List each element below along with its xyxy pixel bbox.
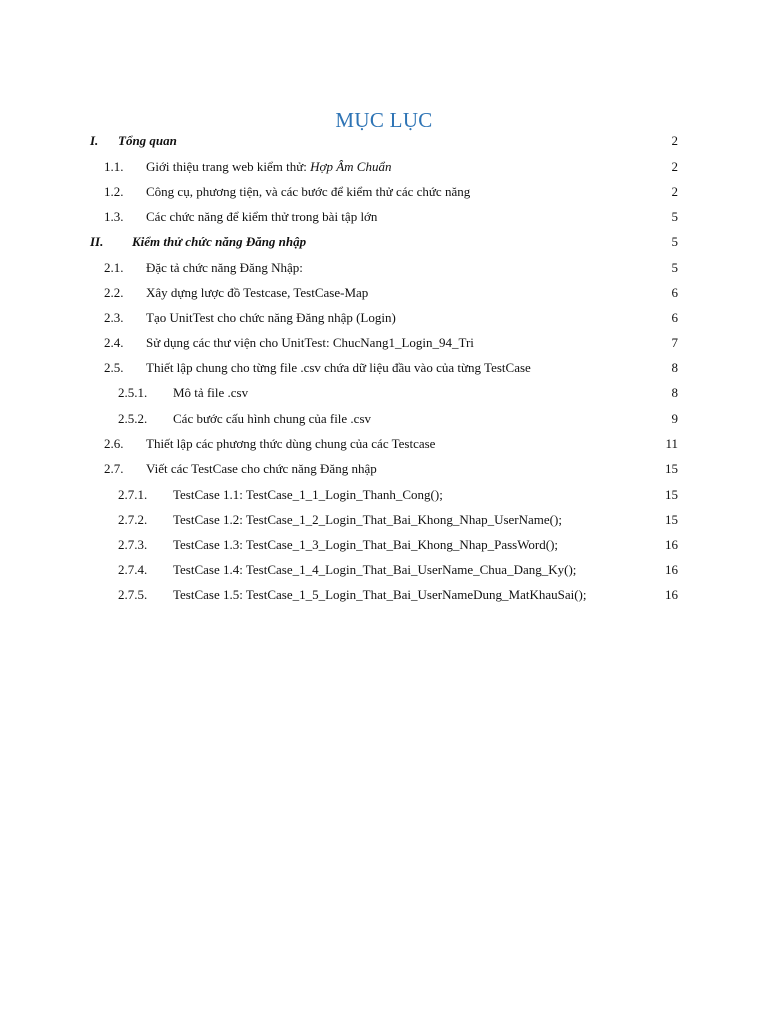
toc-entry-page: 15 [665, 512, 678, 527]
toc-entry-title: Các chức năng để kiểm thử trong bài tập lớn [146, 209, 378, 224]
toc-entry-number: 2.2. [104, 285, 124, 300]
toc-entry-number: 2.3. [104, 310, 124, 325]
toc-entry[interactable] [118, 385, 678, 405]
toc-entry[interactable] [104, 260, 678, 280]
toc-entry-page: 5 [671, 260, 678, 275]
toc-entry-title-text: Giới thiệu trang web kiểm thử: [146, 159, 311, 174]
toc-entry-page: 2 [671, 184, 678, 199]
toc-entry[interactable] [104, 184, 678, 204]
toc-entry-number: 2.6. [104, 436, 124, 451]
toc-entry-number: 1.2. [104, 184, 124, 199]
toc-entry-title: Sử dụng các thư viện cho UnitTest: ChucNang1_Login_94_Tri [146, 335, 474, 350]
toc-entry-page: 5 [671, 234, 678, 249]
toc-entry-page: 11 [665, 436, 678, 451]
toc-entry-title: Thiết lập các phương thức dùng chung của các Testcase [146, 436, 436, 451]
toc-entry-number: 2.7.2. [118, 512, 148, 527]
toc-entry-number: 2.7.1. [118, 487, 148, 502]
toc-entry-title: Xây dựng lược đồ Testcase, TestCase-Map [146, 285, 369, 300]
toc-entry[interactable] [118, 411, 678, 431]
toc-entry[interactable] [104, 436, 678, 456]
toc-entry[interactable] [118, 587, 678, 607]
toc-entry-title: Tổng quan [118, 133, 177, 148]
toc-entry-page: 2 [671, 159, 678, 174]
toc-entry[interactable] [104, 310, 678, 330]
toc-entry-title: TestCase 1.3: TestCase_1_3_Login_That_Bai_Khong_Nhap_PassWord(); [173, 537, 559, 552]
toc-entry-page: 8 [671, 360, 678, 375]
toc-entry[interactable] [118, 512, 678, 532]
toc-entry[interactable] [104, 461, 678, 481]
toc-entry-number: 2.7.3. [118, 537, 148, 552]
page-title: MỤC LỤC [335, 108, 433, 132]
toc-entry-number: 1.1. [104, 159, 124, 174]
toc-entry-page: 7 [671, 335, 678, 350]
toc-entry[interactable] [90, 234, 678, 254]
toc-entry-page: 9 [671, 411, 678, 426]
toc-entry-page: 6 [671, 285, 678, 300]
toc-entry[interactable] [118, 487, 678, 507]
toc-entry-title: Tạo UnitTest cho chức năng Đăng nhập (Login) [146, 310, 396, 325]
toc-entry-page: 16 [665, 537, 678, 552]
toc-entry-title: Thiết lập chung cho từng file .csv chứa dữ liệu đầu vào của từng TestCase [146, 360, 531, 375]
toc-entry-title: TestCase 1.2: TestCase_1_2_Login_That_Bai_Khong_Nhap_UserName(); [173, 512, 562, 527]
toc-entry-page: 8 [671, 385, 678, 400]
toc-entry-number: 2.7.5. [118, 587, 148, 602]
toc-entry[interactable] [118, 562, 678, 582]
toc-entry[interactable] [104, 285, 678, 305]
toc-entry-page: 6 [671, 310, 678, 325]
toc-entry-title: Mô tả file .csv [173, 385, 249, 400]
toc-entry-title: Viết các TestCase cho chức năng Đăng nhập [146, 461, 377, 476]
toc-entry-page: 16 [665, 587, 678, 602]
toc-entry-title: TestCase 1.5: TestCase_1_5_Login_That_Bai_UserNameDung_MatKhauSai(); [173, 587, 587, 602]
toc-entry-title: Đặc tả chức năng Đăng Nhập: [146, 260, 303, 275]
toc-entry[interactable] [104, 360, 678, 380]
toc-entry-number: 2.5.2. [118, 411, 148, 426]
toc-entry-number: II. [90, 234, 104, 249]
toc-entry-page: 15 [665, 461, 678, 476]
toc-entry-title: Công cụ, phương tiện, và các bước để kiểm thử các chức năng [146, 184, 471, 199]
toc-entry[interactable] [104, 209, 678, 229]
toc-entry-page: 16 [665, 562, 678, 577]
toc-entry[interactable] [104, 159, 678, 179]
toc-entry-title: TestCase 1.1: TestCase_1_1_Login_Thanh_Cong(); [173, 487, 443, 502]
toc-entry[interactable] [118, 537, 678, 557]
toc-entry-page: 5 [671, 209, 678, 224]
toc-entry-number: I. [90, 133, 99, 148]
toc-entry-number: 1.3. [104, 209, 124, 224]
toc-entry-title: TestCase 1.4: TestCase_1_4_Login_That_Bai_UserName_Chua_Dang_Ky(); [173, 562, 577, 577]
toc-entry-number: 2.5.1. [118, 385, 148, 400]
toc-entry-number: 2.4. [104, 335, 124, 350]
toc-entry-page: 15 [665, 487, 678, 502]
toc-entry-title: Kiểm thử chức năng Đăng nhập [132, 234, 307, 249]
toc-entry-title-italic: Hợp Âm Chuẩn [310, 159, 392, 174]
toc-entry-title [146, 159, 391, 175]
toc-entry[interactable] [90, 133, 678, 153]
toc-entry-page: 2 [671, 133, 678, 148]
toc-entry-number: 2.1. [104, 260, 124, 275]
toc-entry-title: Các bước cấu hình chung của file .csv [173, 411, 372, 426]
toc-entry-number: 2.5. [104, 360, 124, 375]
toc-entry-number: 2.7.4. [118, 562, 148, 577]
toc-entry[interactable] [104, 335, 678, 355]
toc-entry-number: 2.7. [104, 461, 124, 476]
